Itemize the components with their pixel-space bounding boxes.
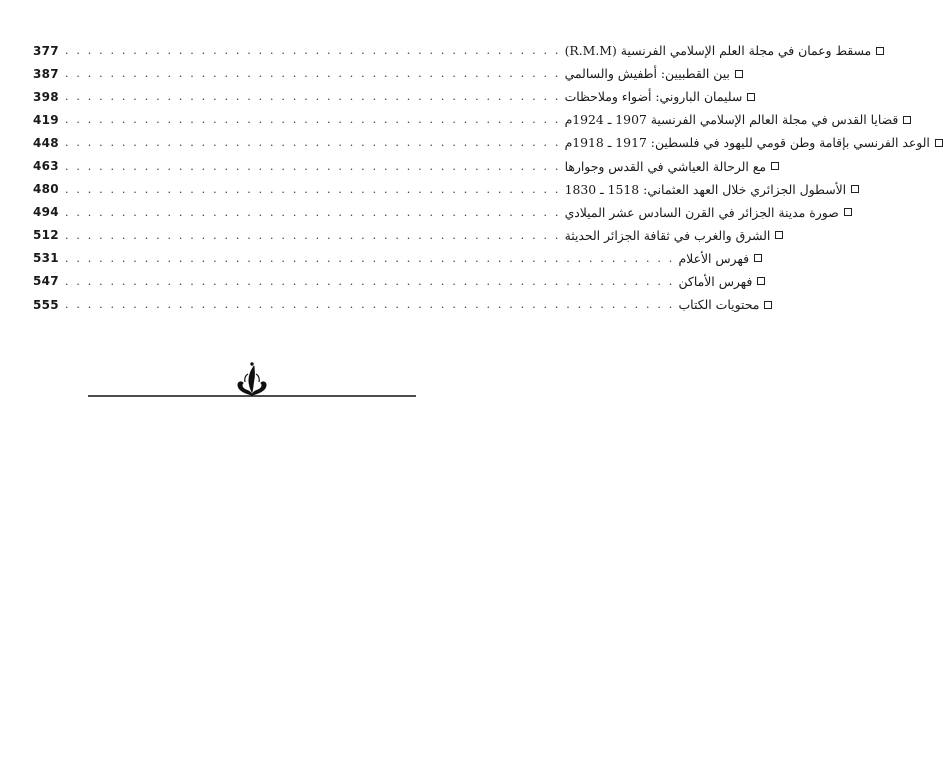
dot-leader: . . . . . . . . . . . . . . . . . . . . . . . . . . . . . . . . . . . . . . . . . . . . xyxy=(64,113,561,127)
entry-title: صورة مدينة الجزائر في القرن السادس عشر الميلادي xyxy=(564,204,839,220)
toc-entry xyxy=(33,131,930,154)
page-number: 547 xyxy=(33,274,59,289)
checkbox-bullet-icon xyxy=(735,70,743,78)
toc-entry xyxy=(33,62,730,85)
toc-entry xyxy=(33,293,760,316)
dot-leader: . . . . . . . . . . . . . . . . . . . . . . . . . . . . . . . . . . . . . . . . . . . . xyxy=(64,136,561,150)
checkbox-bullet-icon xyxy=(876,47,884,55)
checkbox-bullet-icon xyxy=(757,277,765,285)
table-of-contents xyxy=(33,39,930,316)
toc-entry xyxy=(33,178,847,201)
entry-title: محتويات الكتاب xyxy=(678,297,760,313)
checkbox-bullet-icon xyxy=(851,185,859,193)
checkbox-bullet-icon xyxy=(747,93,755,101)
dot-leader: . . . . . . . . . . . . . . . . . . . . . . . . . . . . . . . . . . . . . . . . . . . . . . . . . . . . . . xyxy=(64,274,675,288)
checkbox-bullet-icon xyxy=(935,139,943,147)
checkbox-bullet-icon xyxy=(775,231,783,239)
dot-leader: . . . . . . . . . . . . . . . . . . . . . . . . . . . . . . . . . . . . . . . . . . . . xyxy=(64,159,561,173)
page-number: 377 xyxy=(33,43,59,58)
entry-title: الوعد الفرنسي بإقامة وطن قومي لليهود في فلسطين: 1917 ـ 1918م xyxy=(564,135,930,151)
page-number: 387 xyxy=(33,66,59,81)
entry-title: فهرس الأعلام xyxy=(678,250,750,266)
toc-entry xyxy=(33,270,753,293)
page-number: 512 xyxy=(33,228,59,243)
dot-leader: . . . . . . . . . . . . . . . . . . . . . . . . . . . . . . . . . . . . . . . . . . . . xyxy=(64,90,561,104)
page-number: 480 xyxy=(33,182,59,197)
entry-title: الشرق والغرب في ثقافة الجزائر الحديثة xyxy=(564,227,771,243)
entry-title: مسقط وعمان في مجلة العلم الإسلامي الفرنسية (R.M.M) xyxy=(564,43,872,59)
calligraphic-flourish-icon xyxy=(238,363,266,395)
toc-entry xyxy=(33,224,771,247)
toc-entry xyxy=(33,247,750,270)
entry-title: بين القطبيين: أطفيش والسالمي xyxy=(564,66,730,82)
page-number: 398 xyxy=(33,89,59,104)
dot-leader: . . . . . . . . . . . . . . . . . . . . . . . . . . . . . . . . . . . . . . . . . . . . . . . . . . . . . . xyxy=(64,298,675,312)
toc-entry xyxy=(33,39,872,62)
dot-leader: . . . . . . . . . . . . . . . . . . . . . . . . . . . . . . . . . . . . . . . . . . . . xyxy=(64,67,561,81)
entry-title: قضايا القدس في مجلة العالم الإسلامي الفرنسية 1907 ـ 1924م xyxy=(564,112,899,128)
toc-entry xyxy=(33,154,766,177)
checkbox-bullet-icon xyxy=(844,208,852,216)
checkbox-bullet-icon xyxy=(764,301,772,309)
dot-leader: . . . . . . . . . . . . . . . . . . . . . . . . . . . . . . . . . . . . . . . . . . . . xyxy=(64,228,561,242)
checkbox-bullet-icon xyxy=(754,254,762,262)
entry-title: سليمان الباروني: أضواء وملاحظات xyxy=(564,89,743,105)
page-number: 419 xyxy=(33,112,59,127)
page-number: 448 xyxy=(33,135,59,150)
dot-leader: . . . . . . . . . . . . . . . . . . . . . . . . . . . . . . . . . . . . . . . . . . . . xyxy=(64,205,561,219)
toc-entry xyxy=(33,85,743,108)
page-number: 555 xyxy=(33,297,59,312)
page-number: 531 xyxy=(33,251,59,266)
entry-title: فهرس الأماكن xyxy=(678,273,753,289)
dot-leader: . . . . . . . . . . . . . . . . . . . . . . . . . . . . . . . . . . . . . . . . . . . . xyxy=(64,182,561,196)
toc-entry xyxy=(33,201,839,224)
checkbox-bullet-icon xyxy=(771,162,779,170)
checkbox-bullet-icon xyxy=(903,116,911,124)
dot-leader: . . . . . . . . . . . . . . . . . . . . . . . . . . . . . . . . . . . . . . . . . . . . . . . . . . . . . . xyxy=(64,251,675,265)
end-ornament xyxy=(88,352,416,402)
entry-title: الأسطول الجزائري خلال العهد العثماني: 1518 ـ 1830 xyxy=(564,181,847,197)
page-number: 463 xyxy=(33,159,59,174)
dot-leader: . . . . . . . . . . . . . . . . . . . . . . . . . . . . . . . . . . . . . . . . . . . . xyxy=(64,44,561,58)
page-number: 494 xyxy=(33,205,59,220)
entry-title: مع الرحالة العياشي في القدس وجوارها xyxy=(564,158,766,174)
toc-entry xyxy=(33,108,899,131)
